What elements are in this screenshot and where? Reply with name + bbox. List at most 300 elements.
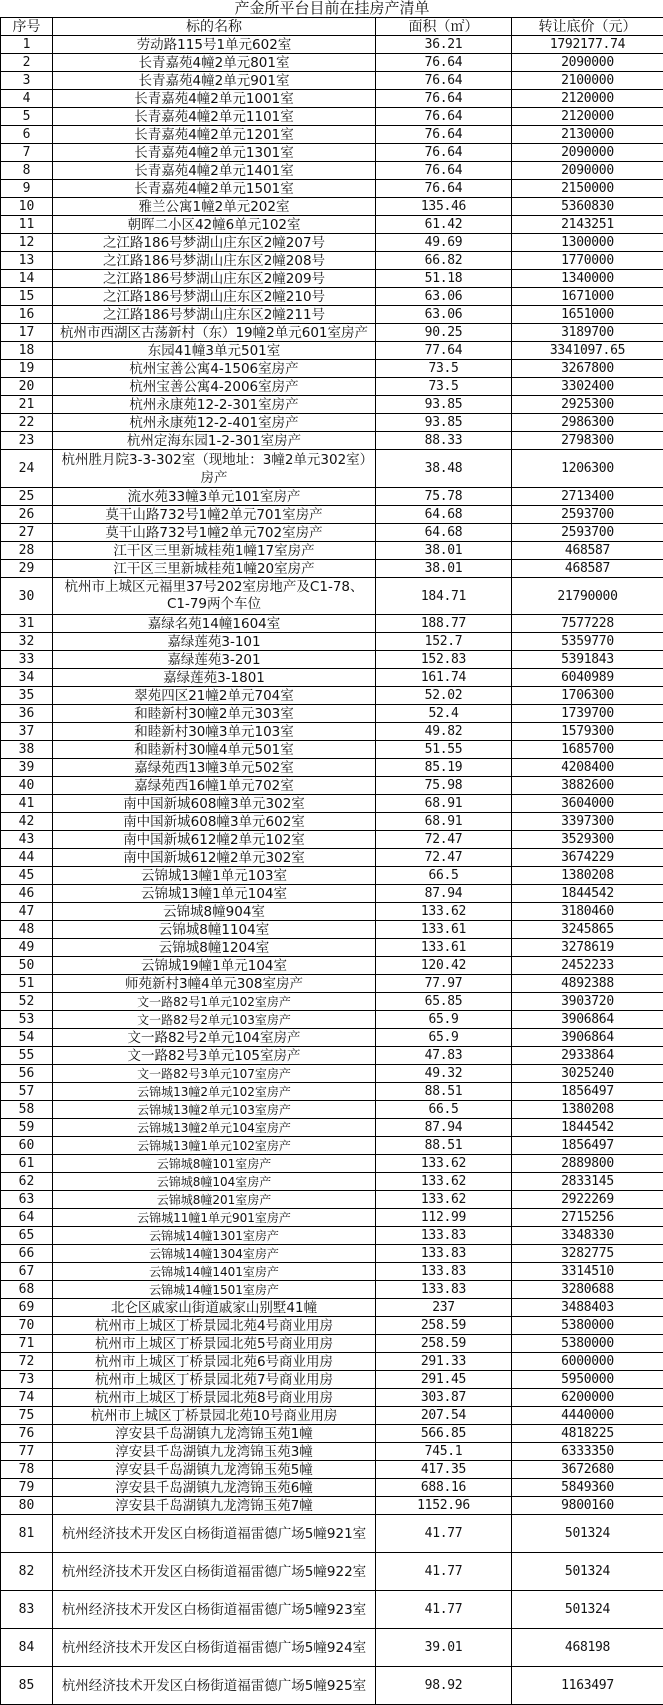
seq-cell: 36 — [1, 705, 53, 723]
area-cell: 133.62 — [376, 1173, 512, 1191]
area-cell: 52.4 — [376, 705, 512, 723]
price-cell: 3397300 — [512, 813, 663, 831]
area-cell: 133.61 — [376, 921, 512, 939]
area-cell: 73.5 — [376, 360, 512, 378]
seq-cell: 53 — [1, 1011, 53, 1029]
seq-cell: 17 — [1, 324, 53, 342]
area-cell: 88.51 — [376, 1083, 512, 1101]
name-cell: 云锦城14幢1401室房产 — [53, 1263, 376, 1281]
seq-cell: 3 — [1, 72, 53, 90]
price-cell: 3180460 — [512, 903, 663, 921]
name-cell: 淳安县千岛湖镇九龙湾锦玉苑3幢 — [53, 1443, 376, 1461]
area-cell: 61.42 — [376, 216, 512, 234]
area-cell: 76.64 — [376, 108, 512, 126]
name-cell: 嘉绿苑西16幢1单元702室 — [53, 777, 376, 795]
table-row — [1, 378, 663, 396]
area-cell: 51.55 — [376, 741, 512, 759]
table-row — [1, 488, 663, 506]
table-row — [1, 687, 663, 705]
price-cell: 468198 — [512, 1629, 663, 1667]
table-row — [1, 324, 663, 342]
table-row — [1, 1629, 663, 1667]
table-row — [1, 759, 663, 777]
seq-cell: 5 — [1, 108, 53, 126]
area-cell: 417.35 — [376, 1461, 512, 1479]
name-cell: 淳安县千岛湖镇九龙湾锦玉苑6幢 — [53, 1479, 376, 1497]
table-title-row — [1, 0, 663, 18]
name-cell: 江干区三里新城桂苑1幢20室房产 — [53, 560, 376, 578]
table-row — [1, 216, 663, 234]
price-cell: 3245865 — [512, 921, 663, 939]
seq-cell: 79 — [1, 1479, 53, 1497]
price-cell: 2130000 — [512, 126, 663, 144]
price-cell: 4818225 — [512, 1425, 663, 1443]
area-cell: 133.83 — [376, 1245, 512, 1263]
table-header-row — [1, 18, 663, 36]
name-cell: 淳安县千岛湖镇九龙湾锦玉苑7幢 — [53, 1497, 376, 1515]
table-row — [1, 180, 663, 198]
table-row — [1, 54, 663, 72]
name-cell: 云锦城13幢2单元102室房产 — [53, 1083, 376, 1101]
area-cell: 64.68 — [376, 506, 512, 524]
name-cell: 东园41幢3单元501室 — [53, 342, 376, 360]
header-seq: 序号 — [1, 18, 53, 36]
area-cell: 68.91 — [376, 813, 512, 831]
table-row — [1, 542, 663, 560]
name-cell: 莫干山路732号1幢2单元702室房产 — [53, 524, 376, 542]
seq-cell: 13 — [1, 252, 53, 270]
name-cell: 和睦新村30幢3单元103室 — [53, 723, 376, 741]
name-cell: 云锦城8幢201室房产 — [53, 1191, 376, 1209]
price-cell: 5359770 — [512, 633, 663, 651]
name-cell: 云锦城11幢1单元901室房产 — [53, 1209, 376, 1227]
table-row — [1, 1209, 663, 1227]
name-cell: 云锦城13幢1单元103室 — [53, 867, 376, 885]
price-cell: 3882600 — [512, 777, 663, 795]
seq-cell: 50 — [1, 957, 53, 975]
seq-cell: 8 — [1, 162, 53, 180]
price-cell: 1671000 — [512, 288, 663, 306]
area-cell: 72.47 — [376, 849, 512, 867]
price-cell: 3025240 — [512, 1065, 663, 1083]
table-row — [1, 306, 663, 324]
price-cell: 2715256 — [512, 1209, 663, 1227]
seq-cell: 22 — [1, 414, 53, 432]
area-cell: 688.16 — [376, 1479, 512, 1497]
name-cell: 云锦城13幢2单元104室房产 — [53, 1119, 376, 1137]
name-cell: 淳安县千岛湖镇九龙湾锦玉苑5幢 — [53, 1461, 376, 1479]
price-cell: 2986300 — [512, 414, 663, 432]
table-row — [1, 633, 663, 651]
seq-cell: 10 — [1, 198, 53, 216]
area-cell: 258.59 — [376, 1335, 512, 1353]
area-cell: 36.21 — [376, 36, 512, 54]
seq-cell: 7 — [1, 144, 53, 162]
seq-cell: 32 — [1, 633, 53, 651]
area-cell: 39.01 — [376, 1629, 512, 1667]
table-row — [1, 270, 663, 288]
price-cell: 5391843 — [512, 651, 663, 669]
seq-cell: 61 — [1, 1155, 53, 1173]
area-cell: 38.01 — [376, 542, 512, 560]
price-cell: 2100000 — [512, 72, 663, 90]
area-cell: 98.92 — [376, 1667, 512, 1705]
area-cell: 38.48 — [376, 450, 512, 488]
name-cell: 杭州胜月院3-3-302室（现地址：3幢2单元302室）房产 — [53, 450, 376, 488]
area-cell: 152.83 — [376, 651, 512, 669]
price-cell: 2593700 — [512, 506, 663, 524]
price-cell: 2090000 — [512, 162, 663, 180]
seq-cell: 70 — [1, 1317, 53, 1335]
name-cell: 云锦城14幢1501室房产 — [53, 1281, 376, 1299]
seq-cell: 24 — [1, 450, 53, 488]
price-cell: 3302400 — [512, 378, 663, 396]
seq-cell: 18 — [1, 342, 53, 360]
area-cell: 49.32 — [376, 1065, 512, 1083]
table-row — [1, 1173, 663, 1191]
area-cell: 88.33 — [376, 432, 512, 450]
name-cell: 和睦新村30幢4单元501室 — [53, 741, 376, 759]
area-cell: 76.64 — [376, 72, 512, 90]
area-cell: 64.68 — [376, 524, 512, 542]
table-row — [1, 1461, 663, 1479]
price-cell: 4208400 — [512, 759, 663, 777]
seq-cell: 6 — [1, 126, 53, 144]
seq-cell: 31 — [1, 615, 53, 633]
table-row — [1, 1425, 663, 1443]
table-row — [1, 1065, 663, 1083]
name-cell: 南中国新城612幢2单元302室 — [53, 849, 376, 867]
name-cell: 江干区三里新城桂苑1幢17室房产 — [53, 542, 376, 560]
table-row — [1, 651, 663, 669]
table-row — [1, 1591, 663, 1629]
area-cell: 76.64 — [376, 126, 512, 144]
name-cell: 杭州经济技术开发区白杨街道福雷德广场5幢921室 — [53, 1515, 376, 1553]
table-row — [1, 1137, 663, 1155]
name-cell: 之江路186号梦湖山庄东区2幢210号 — [53, 288, 376, 306]
area-cell: 93.85 — [376, 396, 512, 414]
table-row — [1, 1227, 663, 1245]
price-cell: 6200000 — [512, 1389, 663, 1407]
area-cell: 76.64 — [376, 162, 512, 180]
table-row — [1, 1497, 663, 1515]
name-cell: 师苑新村3幢4单元308室房产 — [53, 975, 376, 993]
name-cell: 长青嘉苑4幢2单元1401室 — [53, 162, 376, 180]
table-row — [1, 162, 663, 180]
price-cell: 2925300 — [512, 396, 663, 414]
table-row — [1, 813, 663, 831]
price-cell: 2120000 — [512, 90, 663, 108]
price-cell: 5950000 — [512, 1371, 663, 1389]
name-cell: 文一路82号2单元103室房产 — [53, 1011, 376, 1029]
price-cell: 2889800 — [512, 1155, 663, 1173]
table-row — [1, 921, 663, 939]
price-cell: 1739700 — [512, 705, 663, 723]
seq-cell: 51 — [1, 975, 53, 993]
table-title: 产金所平台目前在挂房产清单 — [1, 0, 663, 18]
area-cell: 1152.96 — [376, 1497, 512, 1515]
area-cell: 41.77 — [376, 1515, 512, 1553]
name-cell: 和睦新村30幢2单元303室 — [53, 705, 376, 723]
table-row — [1, 234, 663, 252]
table-row — [1, 903, 663, 921]
table-row — [1, 1011, 663, 1029]
seq-cell: 4 — [1, 90, 53, 108]
header-name: 标的名称 — [53, 18, 376, 36]
name-cell: 长青嘉苑4幢2单元1501室 — [53, 180, 376, 198]
name-cell: 云锦城19幢1单元104室 — [53, 957, 376, 975]
table-row — [1, 939, 663, 957]
area-cell: 112.99 — [376, 1209, 512, 1227]
price-cell: 2593700 — [512, 524, 663, 542]
name-cell: 朝晖二小区42幢6单元102室 — [53, 216, 376, 234]
seq-cell: 35 — [1, 687, 53, 705]
price-cell: 1380208 — [512, 867, 663, 885]
table-row — [1, 342, 663, 360]
name-cell: 之江路186号梦湖山庄东区2幢211号 — [53, 306, 376, 324]
price-cell: 3280688 — [512, 1281, 663, 1299]
price-cell: 3604000 — [512, 795, 663, 813]
area-cell: 41.77 — [376, 1553, 512, 1591]
table-row — [1, 360, 663, 378]
seq-cell: 39 — [1, 759, 53, 777]
price-cell: 5380000 — [512, 1335, 663, 1353]
price-cell: 21790000 — [512, 578, 663, 615]
name-cell: 之江路186号梦湖山庄东区2幢209号 — [53, 270, 376, 288]
price-cell: 1770000 — [512, 252, 663, 270]
area-cell: 65.9 — [376, 1029, 512, 1047]
table-row — [1, 705, 663, 723]
seq-cell: 77 — [1, 1443, 53, 1461]
seq-cell: 65 — [1, 1227, 53, 1245]
price-cell: 2150000 — [512, 180, 663, 198]
table-row — [1, 777, 663, 795]
seq-cell: 47 — [1, 903, 53, 921]
price-cell: 6040989 — [512, 669, 663, 687]
seq-cell: 46 — [1, 885, 53, 903]
price-cell: 3282775 — [512, 1245, 663, 1263]
seq-cell: 45 — [1, 867, 53, 885]
price-cell: 3348330 — [512, 1227, 663, 1245]
price-cell: 7577228 — [512, 615, 663, 633]
table-row — [1, 198, 663, 216]
area-cell: 41.77 — [376, 1591, 512, 1629]
area-cell: 76.64 — [376, 144, 512, 162]
name-cell: 雅兰公寓1幢2单元202室 — [53, 198, 376, 216]
table-row — [1, 831, 663, 849]
price-cell: 2090000 — [512, 54, 663, 72]
name-cell: 杭州永康苑12-2-301室房产 — [53, 396, 376, 414]
price-cell: 5360830 — [512, 198, 663, 216]
name-cell: 杭州定海东园1-2-301室房产 — [53, 432, 376, 450]
table-row — [1, 1479, 663, 1497]
name-cell: 嘉绿名苑14幢1604室 — [53, 615, 376, 633]
seq-cell: 55 — [1, 1047, 53, 1065]
table-row — [1, 578, 663, 615]
price-cell: 1856497 — [512, 1083, 663, 1101]
area-cell: 745.1 — [376, 1443, 512, 1461]
price-cell: 5849360 — [512, 1479, 663, 1497]
name-cell: 南中国新城608幢3单元302室 — [53, 795, 376, 813]
table-row — [1, 108, 663, 126]
table-row — [1, 396, 663, 414]
area-cell: 93.85 — [376, 414, 512, 432]
area-cell: 120.42 — [376, 957, 512, 975]
price-cell: 1206300 — [512, 450, 663, 488]
name-cell: 杭州经济技术开发区白杨街道福雷德广场5幢925室 — [53, 1667, 376, 1705]
seq-cell: 12 — [1, 234, 53, 252]
name-cell: 嘉绿苑西13幢3单元502室 — [53, 759, 376, 777]
price-cell: 9800160 — [512, 1497, 663, 1515]
seq-cell: 62 — [1, 1173, 53, 1191]
area-cell: 85.19 — [376, 759, 512, 777]
area-cell: 303.87 — [376, 1389, 512, 1407]
name-cell: 嘉绿莲苑3-201 — [53, 651, 376, 669]
seq-cell: 28 — [1, 542, 53, 560]
seq-cell: 81 — [1, 1515, 53, 1553]
price-cell: 501324 — [512, 1515, 663, 1553]
table-body — [1, 36, 663, 1705]
table-row — [1, 1553, 663, 1591]
table-row — [1, 506, 663, 524]
name-cell: 文一路82号2单元104室房产 — [53, 1029, 376, 1047]
table-row — [1, 1155, 663, 1173]
seq-cell: 44 — [1, 849, 53, 867]
seq-cell: 59 — [1, 1119, 53, 1137]
header-area: 面积（㎡） — [376, 18, 512, 36]
area-cell: 63.06 — [376, 306, 512, 324]
table-row — [1, 723, 663, 741]
table-row — [1, 867, 663, 885]
area-cell: 77.64 — [376, 342, 512, 360]
price-cell: 2933864 — [512, 1047, 663, 1065]
name-cell: 南中国新城608幢3单元602室 — [53, 813, 376, 831]
seq-cell: 11 — [1, 216, 53, 234]
name-cell: 文一路82号3单元105室房产 — [53, 1047, 376, 1065]
price-cell: 2452233 — [512, 957, 663, 975]
seq-cell: 72 — [1, 1353, 53, 1371]
table-row — [1, 1407, 663, 1425]
seq-cell: 15 — [1, 288, 53, 306]
area-cell: 207.54 — [376, 1407, 512, 1425]
area-cell: 133.62 — [376, 1155, 512, 1173]
table-row — [1, 288, 663, 306]
table-row — [1, 72, 663, 90]
seq-cell: 56 — [1, 1065, 53, 1083]
area-cell: 75.98 — [376, 777, 512, 795]
price-cell: 1579300 — [512, 723, 663, 741]
name-cell: 杭州市上城区丁桥景园北苑5号商业用房 — [53, 1335, 376, 1353]
price-cell: 2833145 — [512, 1173, 663, 1191]
table-row — [1, 1389, 663, 1407]
name-cell: 劳动路115号1单元602室 — [53, 36, 376, 54]
name-cell: 云锦城14幢1301室房产 — [53, 1227, 376, 1245]
name-cell: 杭州宝善公寓4-2006室房产 — [53, 378, 376, 396]
table-row — [1, 126, 663, 144]
name-cell: 杭州市西湖区古荡新村（东）19幢2单元601室房产 — [53, 324, 376, 342]
area-cell: 49.82 — [376, 723, 512, 741]
area-cell: 76.64 — [376, 54, 512, 72]
price-cell: 6000000 — [512, 1353, 663, 1371]
price-cell: 1340000 — [512, 270, 663, 288]
name-cell: 云锦城13幢1单元104室 — [53, 885, 376, 903]
table-row — [1, 1083, 663, 1101]
price-cell: 468587 — [512, 542, 663, 560]
name-cell: 云锦城8幢1204室 — [53, 939, 376, 957]
name-cell: 杭州市上城区丁桥景园北苑7号商业用房 — [53, 1371, 376, 1389]
price-cell: 2713400 — [512, 488, 663, 506]
seq-cell: 82 — [1, 1553, 53, 1591]
area-cell: 68.91 — [376, 795, 512, 813]
area-cell: 87.94 — [376, 1119, 512, 1137]
area-cell: 90.25 — [376, 324, 512, 342]
area-cell: 38.01 — [376, 560, 512, 578]
price-cell: 3488403 — [512, 1299, 663, 1317]
seq-cell: 54 — [1, 1029, 53, 1047]
name-cell: 翠苑四区21幢2单元704室 — [53, 687, 376, 705]
seq-cell: 2 — [1, 54, 53, 72]
name-cell: 云锦城8幢1104室 — [53, 921, 376, 939]
table-row — [1, 1317, 663, 1335]
area-cell: 73.5 — [376, 378, 512, 396]
price-cell: 501324 — [512, 1591, 663, 1629]
table-row — [1, 615, 663, 633]
price-cell: 3189700 — [512, 324, 663, 342]
area-cell: 76.64 — [376, 180, 512, 198]
seq-cell: 69 — [1, 1299, 53, 1317]
price-cell: 501324 — [512, 1553, 663, 1591]
seq-cell: 25 — [1, 488, 53, 506]
name-cell: 长青嘉苑4幢2单元801室 — [53, 54, 376, 72]
name-cell: 云锦城14幢1304室房产 — [53, 1245, 376, 1263]
area-cell: 87.94 — [376, 885, 512, 903]
table-row — [1, 849, 663, 867]
name-cell: 长青嘉苑4幢2单元1001室 — [53, 90, 376, 108]
name-cell: 杭州经济技术开发区白杨街道福雷德广场5幢924室 — [53, 1629, 376, 1667]
price-cell: 1792177.74 — [512, 36, 663, 54]
area-cell: 47.83 — [376, 1047, 512, 1065]
name-cell: 淳安县千岛湖镇九龙湾锦玉苑1幢 — [53, 1425, 376, 1443]
name-cell: 杭州永康苑12-2-401室房产 — [53, 414, 376, 432]
area-cell: 133.83 — [376, 1281, 512, 1299]
name-cell: 之江路186号梦湖山庄东区2幢207号 — [53, 234, 376, 252]
area-cell: 566.85 — [376, 1425, 512, 1443]
seq-cell: 40 — [1, 777, 53, 795]
table-row — [1, 1047, 663, 1065]
price-cell: 3278619 — [512, 939, 663, 957]
price-cell: 1300000 — [512, 234, 663, 252]
name-cell: 杭州经济技术开发区白杨街道福雷德广场5幢923室 — [53, 1591, 376, 1629]
price-cell: 5380000 — [512, 1317, 663, 1335]
price-cell: 3529300 — [512, 831, 663, 849]
price-cell: 6333350 — [512, 1443, 663, 1461]
table-row — [1, 669, 663, 687]
price-cell: 4440000 — [512, 1407, 663, 1425]
area-cell: 72.47 — [376, 831, 512, 849]
table-row — [1, 1443, 663, 1461]
seq-cell: 42 — [1, 813, 53, 831]
seq-cell: 67 — [1, 1263, 53, 1281]
name-cell: 杭州宝善公寓4-1506室房产 — [53, 360, 376, 378]
name-cell: 流水苑33幢3单元101室房产 — [53, 488, 376, 506]
table-row — [1, 1101, 663, 1119]
name-cell: 长青嘉苑4幢2单元1301室 — [53, 144, 376, 162]
area-cell: 133.61 — [376, 939, 512, 957]
seq-cell: 75 — [1, 1407, 53, 1425]
table-row — [1, 1335, 663, 1353]
table-row — [1, 1371, 663, 1389]
area-cell: 51.18 — [376, 270, 512, 288]
